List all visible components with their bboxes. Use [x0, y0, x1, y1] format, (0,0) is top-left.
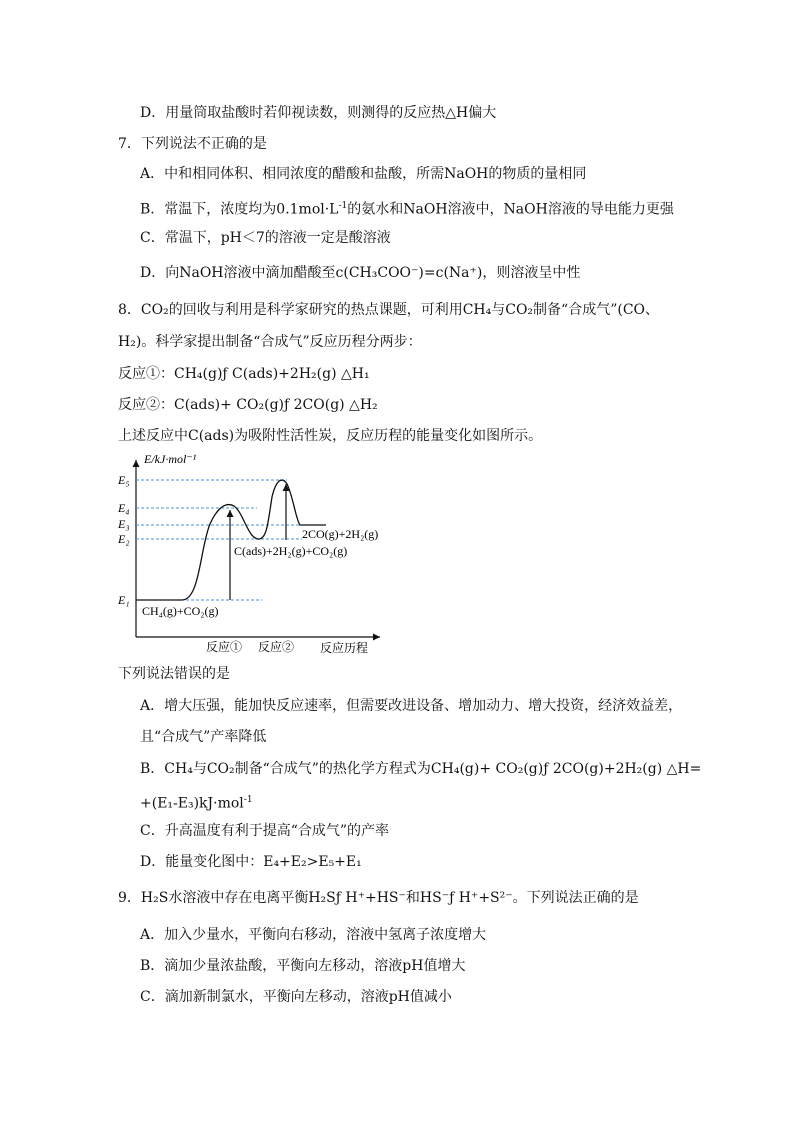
level-label-e3: E₃	[118, 517, 130, 531]
reaction-1: 反应①：CH₄(g)ƒ C(ads)+2H₂(g) △H₁	[118, 366, 370, 382]
x-tick-reaction-1: 反应①	[206, 640, 243, 654]
q7-option-c: C．常温下，pH＜7的溶液一定是酸溶液	[140, 230, 391, 246]
species-final: 2CO(g)+2H₂(g)	[302, 527, 379, 541]
q9-option-c: C．滴加新制氯水，平衡向左移动，溶液pH值减小	[140, 989, 452, 1005]
q8-option-c: C．升高温度有利于提高“合成气”的产率	[140, 823, 390, 839]
level-label-e1: E₁	[118, 593, 130, 607]
level-label-e4: E₄	[118, 501, 130, 515]
level-label-e5: E₅	[118, 473, 130, 487]
q7-option-b: B．常温下，浓度均为$0.1mol\cdot L^{-1}$的氨水和NaOH溶液中，NaOH溶液的导电能力更强	[140, 201, 674, 218]
q8-option-b-line1: B．CH₄与CO₂制备“合成气”的热化学方程式为CH₄(g)+ CO₂(g)ƒ 2CO(g)+2H₂(g) △H=	[140, 761, 702, 777]
q7-option-d: D．向NaOH溶液中滴加醋酸至c(CH₃COO⁻)=c(Na⁺)，则溶液呈中性	[140, 265, 581, 281]
question-8-stem-line2: H₂)。科学家提出制备“合成气”反应历程分两步：	[118, 334, 422, 350]
question-8-ask: 下列说法错误的是	[118, 666, 230, 682]
question-7-stem: 7．下列说法不正确的是	[118, 136, 267, 152]
q8-option-d: D．能量变化图中：E₄+E₂>E₅+E₁	[140, 854, 362, 870]
question-8-stem-line5: 上述反应中C(ads)为吸附性活性炭，反应历程的能量变化如图所示。	[118, 428, 543, 444]
y-axis-label: E/kJ·mol⁻¹	[144, 452, 197, 466]
q8-option-b-line2: +(E₁-E₃)kJ·mol$^{-1}$	[140, 795, 253, 812]
reaction-2: 反应②：C(ads)+ CO₂(g)ƒ 2CO(g) △H₂	[118, 397, 378, 413]
q8-option-a-line2: 且“合成气”产率降低	[140, 729, 267, 745]
q9-option-a: A．加入少量水，平衡向右移动，溶液中氢离子浓度增大	[140, 927, 487, 943]
x-tick-reaction-2: 反应②	[258, 640, 295, 654]
q9-equilibrium: H₂S水溶液中存在电离平衡H₂Sƒ H⁺+HS⁻和HS⁻ƒ H⁺+S²⁻	[140, 890, 513, 906]
q8-option-a-line1: A．增大压强，能加快反应速率，但需要改进设备、增加动力、增大投资，经济效益差，	[140, 698, 683, 714]
question-9-stem: 9．H₂S水溶液中存在电离平衡H₂Sƒ H⁺+HS⁻和HS⁻ƒ H⁺+S²⁻。下列说法正确的是	[118, 890, 639, 906]
energy-curve	[136, 480, 326, 600]
x-axis-label: 反应历程	[320, 641, 369, 655]
energy-profile-diagram	[112, 452, 402, 657]
q9-option-b: B．滴加少量浓盐酸，平衡向左移动，溶液pH值增大	[140, 958, 466, 974]
level-label-e2: E₂	[118, 532, 130, 546]
species-intermediate: C(ads)+2H₂(g)+CO₂(g)	[234, 544, 348, 558]
q7-option-a: A．中和相同体积、相同浓度的醋酸和盐酸，所需NaOH的物质的量相同	[140, 166, 587, 182]
q7d-formula: c(CH₃COO⁻)=c(Na⁺)	[335, 265, 483, 281]
species-initial: CH₄(g)+CO₂(g)	[142, 604, 219, 618]
question-8-stem-line1: 8．CO₂的回收与利用是科学家研究的热点课题，可利用CH₄与CO₂制备“合成气”(CO、	[118, 302, 660, 318]
q6-option-d: D．用量筒取盐酸时若仰视读数，则测得的反应热△H偏大	[140, 105, 497, 121]
